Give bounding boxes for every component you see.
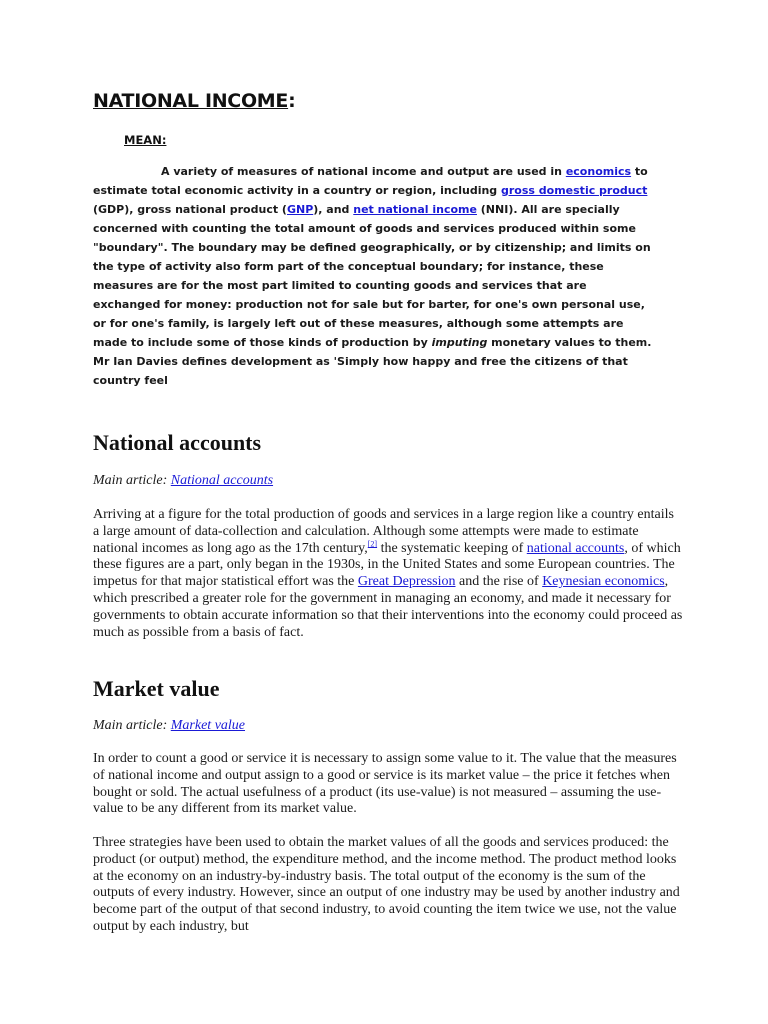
intro-emphasis: imputing	[431, 336, 488, 349]
page-title-text: NATIONAL INCOME	[93, 90, 289, 112]
market-value-paragraph-2: Three strategies have been used to obtain the market values of all the goods and services produced: the product (or output) method, the expenditure method, and the income method. The product method looks at the economy on an industry-by-industry basis. The total output of the economy is the sum of the outputs of every industry. However, since an output of one industry may be used by another industry and become part of the output of that second industry, to avoid counting the item twice we use, not the value output by each industry, but	[93, 835, 680, 934]
nni-link[interactable]: net national income	[353, 203, 477, 216]
intro-text: monetary values to them. Mr Ian Davies defines development as 'Simply how happy and free the citizens of that country feel	[93, 336, 652, 387]
intro-text: A variety of measures of national income and output are used in	[161, 165, 566, 178]
citation-link[interactable]: [2]	[367, 538, 378, 548]
intro-text: to estimate total economic activity in a country or region, including	[93, 165, 648, 197]
great-depression-link[interactable]: Great Depression	[357, 574, 456, 590]
paragraph-text: , which prescribed a greater role for the government in managing an economy, and made it necessary for governments to obtain accurate information so that their interventions into the economy could proceed as much as possible from a basis of fact.	[93, 574, 683, 640]
intro-paragraph	[93, 162, 653, 390]
mean-label: MEAN:	[124, 133, 167, 147]
page-title	[93, 90, 295, 112]
economics-link[interactable]: economics	[565, 165, 632, 178]
gnp-link[interactable]: GNP	[286, 203, 314, 216]
paragraph-text: , of which these figures are a part, only began in the 1930s, in the United States and some European countries. The impetus for that major statistical effort was the	[93, 540, 681, 590]
market-value-main-link[interactable]: Market value	[170, 718, 246, 733]
page-title-suffix: :	[288, 90, 296, 112]
citation	[368, 539, 377, 548]
gdp-link[interactable]: gross domestic product	[501, 184, 648, 197]
intro-text: ), and	[313, 203, 354, 216]
paragraph-text: and the rise of	[455, 574, 543, 590]
section-heading-market-value: Market value	[93, 676, 220, 701]
market-value-paragraph-1: In order to count a good or service it is necessary to assign some value to it. The value that the measures of national income and output assign to a good or service is its market value – the price it fetches when bought or sold. The actual usefulness of a product (its use-value) is not measured – assuming the use-value to be any different from its market value.	[93, 751, 677, 817]
intro-text: (NNI). All are specially concerned with counting the total amount of goods and services produced within some "boundary". The boundary may be defined geographically, or by citizenship; and limits on the type of activity also form part of the conceptual boundary; for instance, these measures are for the most part limited to counting goods and services that are exchanged for money: production not for sale but for barter, for one's own personal use, or for one's family, is largely left out of these measures, although some attempts are made to include some of those kinds of production by	[93, 203, 651, 349]
main-article-prefix: Main article:	[93, 473, 171, 488]
section-heading-national-accounts: National accounts	[93, 430, 262, 455]
national-accounts-paragraph	[93, 507, 683, 641]
main-article-prefix: Main article:	[93, 718, 171, 733]
main-article-market-value	[93, 718, 245, 734]
main-article-national-accounts	[93, 473, 273, 489]
paragraph-text: Arriving at a figure for the total production of goods and services in a large region like a country entails a large amount of data-collection and calculation. Although some attempts were made to estimate national incomes as long ago as the 17th century,	[93, 507, 674, 556]
national-accounts-link[interactable]: national accounts	[526, 540, 625, 556]
intro-text: (GDP), gross national product (	[93, 203, 287, 216]
keynesian-economics-link[interactable]: Keynesian economics	[542, 574, 665, 590]
national-accounts-main-link[interactable]: National accounts	[170, 473, 274, 488]
paragraph-text: the systematic keeping of	[377, 540, 527, 556]
